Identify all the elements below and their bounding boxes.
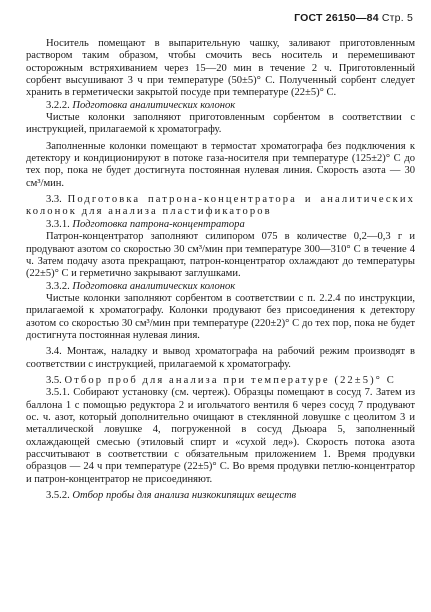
section-title: Подготовка патрона-концентратора и аналитических колонок для анализа пластификаторов <box>26 194 416 218</box>
paragraph: Патрон-концентратор заполняют силипором 075 в количестве 0,2—0,3 г и продувают азотом со скоростью 30 см³/мин при температуре 300—310° С в течение 4 ч. Затем подачу азота прекращают, патрон-концентратор охлаждают до температуры (22±5)° С и герметично закрывают заглушками. <box>26 231 415 280</box>
section-heading-3-5 <box>26 375 415 387</box>
paragraph: Заполненные колонки помещают в термостат хроматографа без подключения к детектору и кондиционируют в потоке газа-носителя при температуре (125±2)° С до тех пор, пока не будет достигнута постоянная нулевая линия. Скорость азота — 30 см³/мин. <box>26 140 415 189</box>
section-title: Отбор проб для анализа при температуре (22±5)° С <box>64 374 396 386</box>
section-title: Подготовка аналитических колонок <box>72 280 236 292</box>
section-number: 3.3.1. <box>46 218 70 230</box>
section-number: 3.5.2. <box>46 490 70 502</box>
document-body <box>26 38 415 502</box>
paragraph: Чистые колонки заполняют приготовленным сорбентом в соответствии с инструкцией, прилагаемой к хроматографу. <box>26 112 415 136</box>
section-title: Подготовка аналитических колонок <box>72 99 236 111</box>
paragraph: Чистые колонки заполняют сорбентом в соответствии с п. 2.2.4 по инструкции, прилагаемой к хроматографу. Колонки продувают без присоединения к детектору азотом со скоростью 30 см³/мин при температуре (220±2)° С до тех пор, пока не будет достигнута постоянная нулевая линия. <box>26 292 415 341</box>
paragraph: 3.5.1. Собирают установку (см. чертеж). Образцы помещают в сосуд 7. Затем из баллона 1 с помощью редуктора 2 и игольчатого вентиля 6 через сосуд 7 продувают ос. ч. азот, который дополнительно очищают в стеклянной ловушке с цеолитом 3 и металлической ловушке 4, погруженной в сосуд Дьюара 5, заполненный охлаждающей смесью (этиловый спирт и «сухой лед»). Скорость потока азота рассчитывают в соответствии с обязательным приложением 1. Время продувки образцов — 24 ч при температуре (22±5)° С. Во время продувки петлю-концентратор и патрон-концентратор не присоединяют. <box>26 387 415 485</box>
section-number: 3.3. <box>46 194 62 206</box>
subsection-heading-3-2-2 <box>26 100 415 112</box>
standard-number: ГОСТ 26150—84 <box>294 12 379 24</box>
section-title: Отбор пробы для анализа низкокипящих веществ <box>72 490 297 502</box>
paragraph: 3.4. Монтаж, наладку и вывод хроматографа на рабочий режим производят в соответствии с инструкцией, прилагаемой к хроматографу. <box>26 346 415 370</box>
page-number: Стр. 5 <box>381 12 413 24</box>
section-title: Подготовка патрона-концентратора <box>72 218 245 230</box>
subsection-heading-3-3-2 <box>26 281 415 293</box>
subsection-heading-3-3-1 <box>26 219 415 231</box>
subsection-heading-3-5-2 <box>26 490 415 502</box>
section-number: 3.2.2. <box>46 99 70 111</box>
section-number: 3.5. <box>46 374 62 386</box>
page-header <box>294 12 413 24</box>
section-number: 3.3.2. <box>46 280 70 292</box>
section-heading-3-3 <box>26 194 415 219</box>
paragraph: Носитель помещают в выпарительную чашку, заливают приготовленным раствором таким образом, чтобы смочить весь носитель и перемешивают осторожным встряхиванием через 15—20 мин в течение 2 ч. Приготовленный сорбент высушивают 3 ч при температуре (50±5)° С. Полученный сорбент следует хранить в герметически закрытой посуде при температуре (22±5)° С. <box>26 38 415 99</box>
